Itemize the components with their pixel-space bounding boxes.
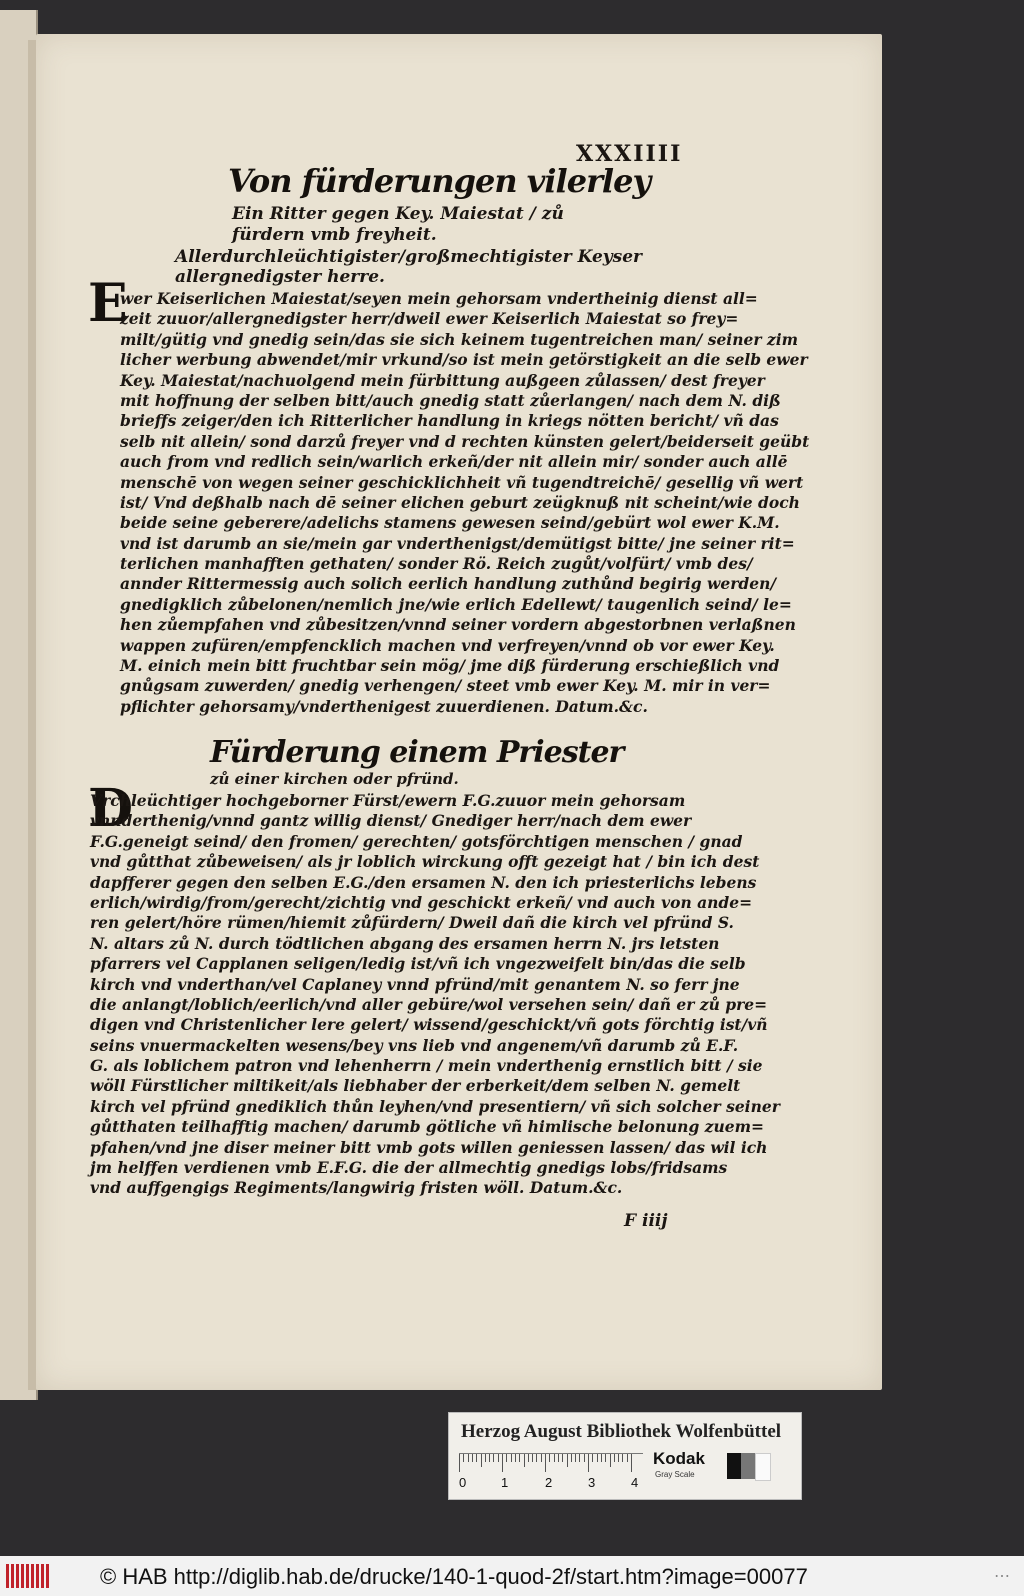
ruler-tick xyxy=(597,1454,598,1462)
ruler-tick xyxy=(588,1454,589,1472)
gray-swatch-white xyxy=(755,1453,771,1481)
copyright-url[interactable]: © HAB http://diglib.hab.de/drucke/140-1-quod-2f/start.htm?image=00077 xyxy=(100,1564,808,1589)
ruler-tick xyxy=(506,1454,507,1462)
ruler-tick xyxy=(627,1454,628,1462)
ruler-tick xyxy=(468,1454,469,1462)
letter1-body-line: ist/ Vnd deßhalb nach dē seiner elichen geburt zeügknuß nit scheint/wie doch xyxy=(120,492,800,512)
hab-logo-icon xyxy=(6,1564,50,1588)
ruler-tick xyxy=(485,1454,486,1462)
ruler-tick xyxy=(571,1454,572,1462)
ruler-tick xyxy=(515,1454,516,1462)
letter2-body-line: kirch vnd vnderthan/vel Caplaney vnnd pfründ/mit genantem N. so ferr jne xyxy=(90,974,740,994)
letter2-drop-cap: D xyxy=(88,778,134,839)
letter2-body-line: dapfferer gegen den selben E.G./den ersamen N. den ich priesterlichs lebens xyxy=(90,872,757,892)
letter2-body-line: digen vnd Christenlicher lere gelert/ wissend/geschickt/vñ gots förchtig ist/vñ xyxy=(90,1015,768,1035)
signature-mark: F iiij xyxy=(624,1211,668,1231)
letter2-body-line: pfahen/vnd jne diser meiner bitt vmb gots willen geniessen lassen/ das wil ich xyxy=(90,1137,768,1157)
ruler-tick xyxy=(541,1454,542,1462)
ruler-tick xyxy=(575,1454,576,1462)
letter2-body-line: pfarrers vel Capplanen seligen/ledig ist/vñ ich vngezweifelt bin/das die selb xyxy=(90,954,746,974)
letter1-heading: Von fürderungen vilerley xyxy=(228,162,651,200)
viewer-footer xyxy=(0,1556,1024,1596)
ruler-tick xyxy=(554,1454,555,1462)
letter1-body-line: zeit zuuor/allergnedigster herr/dweil ewer Keiserlich Maiestat so frey= xyxy=(120,309,739,329)
ruler-tick xyxy=(528,1454,529,1462)
ruler-number: 4 xyxy=(631,1475,639,1490)
ruler-number: 2 xyxy=(545,1475,553,1490)
ruler-tick xyxy=(618,1454,619,1462)
ruler-tick xyxy=(592,1454,593,1462)
letter1-body-line: brieffs zeiger/den ich Ritterlicher handlung in kriegs nötten bericht/ vñ das xyxy=(120,411,779,431)
letter1-body-line: gnůgsam zuwerden/ gnedig verhengen/ steet vmb ewer Key. M. mir in ver= xyxy=(120,676,771,696)
card-title: Herzog August Bibliothek Wolfenbüttel xyxy=(461,1421,782,1442)
letter2-body-line: wöll Fürstlicher miltikeit/als liebhaber der erberkeit/dem selben N. gemelt xyxy=(90,1076,741,1096)
letter1-subtitle-line-2: fürdern vmb freyheit. xyxy=(232,225,437,245)
letter2-body-line: vnnderthenig/vnnd gantz willig dienst/ Gnediger herr/nach dem ewer xyxy=(90,811,692,831)
letter1-body-line: licher werbung abwendet/mir vrkund/so ist mein getörstigkeit an die selb ewer xyxy=(120,350,808,370)
ruler-number: 3 xyxy=(588,1475,596,1490)
gray-swatch-black xyxy=(727,1453,741,1479)
ruler-tick xyxy=(562,1454,563,1462)
ruler-tick xyxy=(545,1454,546,1472)
letter1-subtitle-line-1: Ein Ritter gegen Key. Maiestat / zů xyxy=(232,204,564,224)
letter1-body-line: gnedigklich zůbelonen/nemlich jne/wie erlich Edellewt/ taugenlich seind/ le= xyxy=(120,594,792,614)
letter2-body xyxy=(90,791,780,1199)
letter2-body-line: die anlangt/loblich/eerlich/vnd aller gebüre/wol versehen sein/ dañ er zů pre= xyxy=(90,994,768,1014)
ruler-tick xyxy=(605,1454,606,1462)
ruler-tick xyxy=(463,1454,464,1462)
letter1-body-line: mit hoffnung der selben bitt/auch gnedig statt zůerlangen/ nach dem N. diß xyxy=(120,390,781,410)
more-icon[interactable]: ⋯ xyxy=(994,1566,1010,1585)
ruler-tick xyxy=(476,1454,477,1462)
letter1-body-line: hen zůempfahen vnd zůbesitzen/vnnd seiner vordern abgestorbnen verlaßnen xyxy=(120,615,796,635)
letter1-body-line: terlichen manhafften gethaten/ sonder Rö. Reich zugůt/volfürt/ vmb des/ xyxy=(120,554,753,574)
ruler-tick xyxy=(631,1454,632,1472)
letter1-body-line: annder Rittermessig auch solich eerlich handlung zuthůnd begirig werden/ xyxy=(120,574,776,594)
ruler-tick xyxy=(489,1454,490,1462)
letter1-body-line: wappen zufüren/empfencklich machen vnd verfreyen/vnnd ob vor ewer Key. xyxy=(120,635,775,655)
ruler-tick xyxy=(459,1454,460,1472)
letter1-body xyxy=(120,289,810,717)
letter2-body-line: N. altars zů N. durch tödtlichen abgang des ersamen herrn N. jrs letsten xyxy=(90,933,720,953)
ruler-tick xyxy=(519,1454,520,1462)
letter1-address-line-1: Allerdurchleüchtigister/großmechtigister Keyser xyxy=(175,247,643,267)
letter2-body-line: F.G.geneigt seind/ den fromen/ gerechten/ gotsförchtigen menschen / gnad xyxy=(90,831,743,851)
letter2-body-line: kirch vel pfründ gnediklich thůn leyhen/vnd presentiern/ vñ sich solcher seiner xyxy=(90,1096,780,1116)
kodak-logo: Kodak xyxy=(653,1449,705,1468)
letter2-body-line: Vrchleüchtiger hochgeborner Fürst/ewern F.G.zuuor mein gehorsam xyxy=(90,791,686,810)
ruler-number: 0 xyxy=(459,1475,467,1490)
letter2-body-line: ren gelert/höre rümen/hiemit zůfürdern/ Dweil dañ die kirch vel pfründ S. xyxy=(90,913,734,933)
letter2-body-line: seins vnuermackelten wesens/bey vns lieb vnd angenem/vñ darumb zů E.F. xyxy=(90,1035,739,1055)
ruler-tick xyxy=(511,1454,512,1462)
letter2-body-line: vnd gůtthat zůbeweisen/ als jr loblich wirckung offt gezeigt hat / bin ich dest xyxy=(90,852,760,872)
letter1-body-line: vnd ist darumb an sie/mein gar vnderthenigst/demütigst bitte/ jne seiner rit= xyxy=(120,533,795,553)
letter1-body-line: auch from vnd redlich sein/warlich erkeñ/der nit allein mir/ sonder auch allē xyxy=(120,452,788,472)
ruler-tick xyxy=(622,1454,623,1462)
folio-number: XXXIIII xyxy=(576,141,683,167)
ruler-tick xyxy=(579,1454,580,1462)
gray-scale-label: Gray Scale xyxy=(655,1470,695,1479)
ruler-tick xyxy=(524,1454,525,1467)
ruler-tick xyxy=(536,1454,537,1462)
ruler-tick xyxy=(493,1454,494,1462)
letter1-body-line: menschē von wegen seiner geschicklichheit vñ tugendtreichē/ gesellig vñ wert xyxy=(120,472,804,492)
ruler-tick xyxy=(610,1454,611,1467)
gray-swatch-mid xyxy=(741,1453,755,1479)
letter2-body-line: jm helffen verdienen vmb E.F.G. die der allmechtig gnedigs lobs/fridsams xyxy=(90,1158,728,1178)
letter1-drop-cap: E xyxy=(88,273,128,334)
letter1-address-line-2: allergnedigster herre. xyxy=(175,267,385,287)
letter1-body-line: beide seine geberere/adelichs stamens gewesen seind/gebürt wol ewer K.M. xyxy=(120,513,780,533)
letter2-body-line: G. als loblichem patron vnd lehenherrn / mein vnderthenig ernstlich bitt / sie xyxy=(90,1056,763,1076)
letter1-body-line: milt/gütig vnd gnedig sein/das sie sich keinem tugentreichen man/ seiner zim xyxy=(120,329,798,349)
ruler-tick xyxy=(558,1454,559,1462)
ruler-tick xyxy=(614,1454,615,1462)
ruler-tick xyxy=(549,1454,550,1462)
color-calibration-card xyxy=(448,1412,802,1500)
ruler-tick xyxy=(498,1454,499,1462)
letter1-body-line: selb nit allein/ sond darzů freyer vnd d rechten künsten gelert/beiderseit geübt xyxy=(120,431,810,451)
ruler-tick xyxy=(532,1454,533,1462)
letter2-body-line: gůtthaten teilhafftig machen/ darumb götliche vñ himlische belonung zuem= xyxy=(90,1117,764,1137)
ruler-tick xyxy=(481,1454,482,1467)
ruler-tick xyxy=(584,1454,585,1462)
letter2-body-line: erlich/wirdig/from/gerecht/zichtig vnd geschickt erkeñ/ vnd auch von ande= xyxy=(90,892,753,912)
letter1-body-line: Key. Maiestat/nachuolgend mein fürbittung außgeen zůlassen/ dest freyer xyxy=(120,370,765,390)
letter1-body-line: M. einich mein bitt fruchtbar sein mög/ jme diß fürderung erschießlich vnd xyxy=(120,656,780,676)
ruler-tick xyxy=(502,1454,503,1472)
ruler-tick xyxy=(472,1454,473,1462)
letter1-body-line: pflichter gehorsamy/vnderthenigest zuuerdienen. Datum.&c. xyxy=(120,696,648,716)
letter1-body-line: wer Keiserlichen Maiestat/seyen mein gehorsam vndertheinig dienst all= xyxy=(120,289,758,308)
ruler-number: 1 xyxy=(501,1475,509,1490)
letter2-body-line: vnd auffgengigs Regiments/langwirig fristen wöll. Datum.&c. xyxy=(90,1178,623,1198)
letter2-heading: Fürderung einem Priester xyxy=(210,735,624,770)
letter2-subtitle: zů einer kirchen oder pfründ. xyxy=(210,770,459,788)
ruler-tick xyxy=(601,1454,602,1462)
scale-ruler xyxy=(459,1453,643,1474)
ruler-tick xyxy=(567,1454,568,1467)
